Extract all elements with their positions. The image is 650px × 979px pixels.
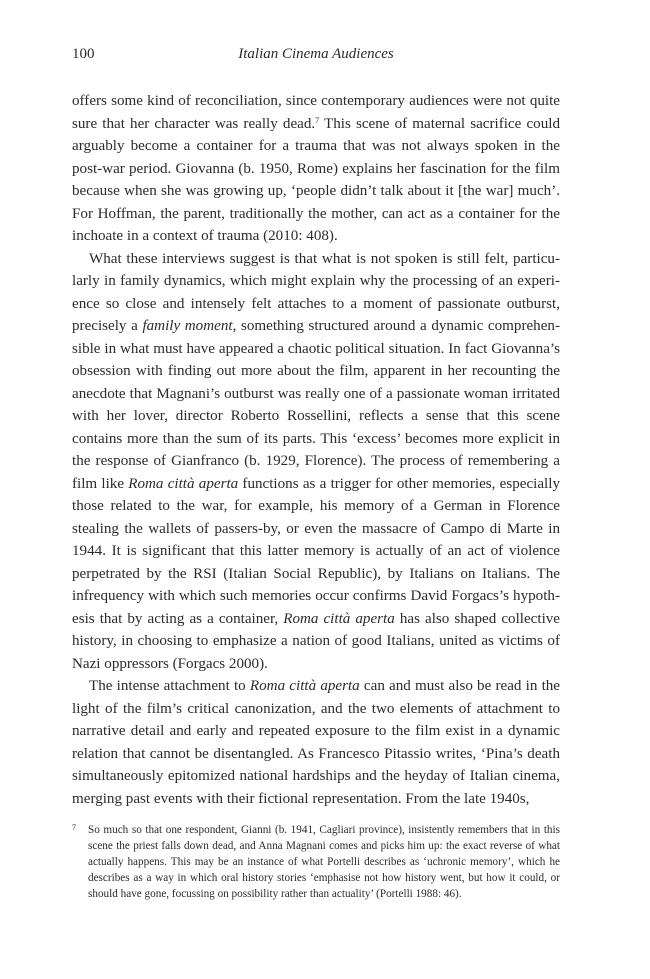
film-title: Roma città aperta: [128, 475, 239, 492]
footnote-reference[interactable]: 7: [315, 115, 320, 125]
paragraph-1-text-b: This scene of maternal sacrifice could arguably become a container for a trauma that was not always spoken in the post-war period. Giovanna (b. 1950, Rome) explains her fascination for the film because when she was growing up, ‘people didn’t talk about it [the war] much’. For Hoffman, the parent, traditionally the mother, can act as a container for the inchoate in a context of trauma (2010: 408).: [72, 115, 560, 244]
footnote-7: [72, 822, 560, 902]
paragraph-2-text-d: has also shaped collective history, in choosing to emphasize a nation of good Italians, united as victims of Nazi oppressors (Forgacs 2000).: [72, 610, 561, 672]
paragraph-2: [72, 248, 560, 676]
paragraph-2-text-a: What these interviews suggest is that what is not spoken is still felt, particularly in family dynamics, which might explain why the processing of an experience so close and intensely felt attaches to a moment of passionate outburst, precisely a: [72, 250, 560, 334]
italic-phrase: family moment: [142, 318, 233, 334]
footnote-marker: 7: [72, 823, 76, 832]
running-title: Italian Cinema Audiences: [238, 46, 394, 62]
paragraph-2-text-b: , something structured around a dynamic comprehensible in what must have appeared a chaotic political situation. In fact Giovanna’s obsession with finding out more about the film, apparent in her recounting the anecdote that Magnani’s outburst was really one of a passionate woman irritated with her lover, director Roberto Rossellini, reflects a sense that this scene contains more than the sum of its parts. This ‘excess’ becomes more explicit in the response of Gianfranco (b. 1929, Florence). The process of remembering a film like: [72, 318, 560, 492]
paragraph-3-text-a: The intense attachment to: [89, 678, 250, 694]
footnote-text: So much so that one respondent, Gianni (b. 1941, Cagliari province), insistently remembers that in this scene the priest falls down dead, and Anna Magnani comes and picks him up: the exact reverse of what actually happens. This may be an instance of what Portelli describes as ‘uchronic memory’, which he describes as a way in which oral history stories ‘emphasise not how history went, but how it could, or should have gone, focussing on possibility rather than actuality’ (Portelli 1988: 46).: [88, 824, 560, 900]
paragraph-3: [72, 675, 560, 810]
paragraph-1: [72, 90, 560, 248]
footnotes: [72, 822, 560, 902]
film-title: Roma città aperta: [249, 678, 360, 694]
paragraph-2-text-c: functions as a trigger for other memories, especially those related to the war, for example, his memory of a German in Florence stealing the wallets of passers-by, or even the massacre of Campo di Marte in 1944. It is significant that this latter memory is actually of an act of violence perpetrated by the RSI (Italian Social Republic), by Italians on Italians. The infrequency with which such memories occur confirms David Forgacs’s hypothesis that by acting as a container,: [72, 475, 560, 627]
film-title: Roma città aperta: [283, 610, 395, 627]
paragraph-3-text-b: can and must also be read in the light of the film’s critical canonization, and the two elements of attachment to narrative detail and early and repeated exposure to the film exist in a dynamic relation that cannot be disentangled. As Francesco Pitassio writes, ‘Pina’s death simultaneously epitomized national hardships and the heyday of Italian cinema, merging past events with their fictional representation. From the late 1940s,: [72, 678, 561, 807]
body-text: [72, 90, 560, 810]
running-head: [72, 46, 560, 68]
paragraph-1-text-a: offers some kind of reconciliation, since contemporary audiences were not quite sure that her character was really dead.: [72, 93, 560, 132]
page-number: 100: [72, 46, 95, 62]
